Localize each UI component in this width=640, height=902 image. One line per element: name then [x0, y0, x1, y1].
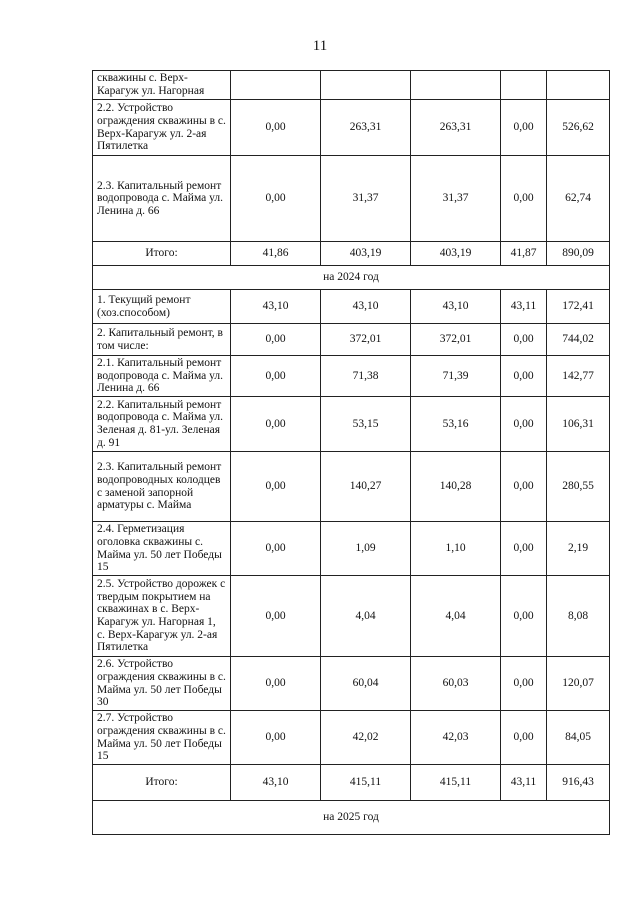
value-cell-1: 0,00 — [231, 657, 321, 711]
value-cell-1: 0,00 — [231, 522, 321, 576]
table-row — [93, 324, 610, 356]
item-name: 2.2. Устройство ограждения скважины в с. Верх-Карагуж ул. 2-ая Пятилетка — [93, 100, 231, 156]
page-number: 11 — [312, 38, 328, 54]
value-cell-5: 890,09 — [547, 242, 610, 266]
value-cell-5: 142,77 — [547, 356, 610, 397]
value-cell-4 — [501, 71, 547, 100]
value-cell-3: 372,01 — [411, 324, 501, 356]
value-cell-3: 31,37 — [411, 156, 501, 242]
value-cell-1: 0,00 — [231, 711, 321, 765]
table-row — [93, 452, 610, 522]
value-cell-1: 41,86 — [231, 242, 321, 266]
value-cell-4: 0,00 — [501, 356, 547, 397]
value-cell-4: 43,11 — [501, 765, 547, 801]
value-cell-4: 0,00 — [501, 397, 547, 452]
value-cell-5: 526,62 — [547, 100, 610, 156]
total-label: Итого: — [93, 242, 231, 266]
value-cell-4: 0,00 — [501, 657, 547, 711]
table-row — [93, 290, 610, 324]
total-label: Итого: — [93, 765, 231, 801]
table-row — [93, 522, 610, 576]
item-name: 2.4. Герметизация оголовка скважины с. Майма ул. 50 лет Победы 15 — [93, 522, 231, 576]
budget-table — [92, 70, 610, 835]
value-cell-1: 0,00 — [231, 576, 321, 657]
value-cell-5: 8,08 — [547, 576, 610, 657]
value-cell-1 — [231, 71, 321, 100]
value-cell-4: 43,11 — [501, 290, 547, 324]
value-cell-2: 140,27 — [321, 452, 411, 522]
year-section-row — [93, 801, 610, 835]
table-row — [93, 71, 610, 100]
item-name: 2.7. Устройство ограждения скважины в с. Майма ул. 50 лет Победы 15 — [93, 711, 231, 765]
value-cell-2: 415,11 — [321, 765, 411, 801]
value-cell-2: 53,15 — [321, 397, 411, 452]
value-cell-2: 4,04 — [321, 576, 411, 657]
total-row — [93, 242, 610, 266]
table-row — [93, 397, 610, 452]
value-cell-5: 84,05 — [547, 711, 610, 765]
value-cell-2: 372,01 — [321, 324, 411, 356]
value-cell-5: 172,41 — [547, 290, 610, 324]
item-name: 2.3. Капитальный ремонт водопровода с. Майма ул. Ленина д. 66 — [93, 156, 231, 242]
value-cell-1: 43,10 — [231, 765, 321, 801]
value-cell-3: 263,31 — [411, 100, 501, 156]
item-name: 1. Текущий ремонт (хоз.способом) — [93, 290, 231, 324]
table-row — [93, 156, 610, 242]
value-cell-2: 42,02 — [321, 711, 411, 765]
value-cell-3: 1,10 — [411, 522, 501, 576]
value-cell-5: 2,19 — [547, 522, 610, 576]
value-cell-2: 60,04 — [321, 657, 411, 711]
value-cell-4: 0,00 — [501, 100, 547, 156]
value-cell-5: 62,74 — [547, 156, 610, 242]
value-cell-4: 0,00 — [501, 576, 547, 657]
value-cell-2 — [321, 71, 411, 100]
item-name: 2.5. Устройство дорожек с твердым покрытием на скважинах в с. Верх-Карагуж ул. Нагорная 1, с. Верх-Карагуж ул. 2-ая Пятилетка — [93, 576, 231, 657]
item-name: 2.2. Капитальный ремонт водопровода с. Майма ул. Зеленая д. 81-ул. Зеленая д. 91 — [93, 397, 231, 452]
value-cell-3: 43,10 — [411, 290, 501, 324]
value-cell-5 — [547, 71, 610, 100]
value-cell-4: 41,87 — [501, 242, 547, 266]
value-cell-5: 744,02 — [547, 324, 610, 356]
value-cell-1: 0,00 — [231, 156, 321, 242]
table-row — [93, 356, 610, 397]
value-cell-5: 106,31 — [547, 397, 610, 452]
value-cell-4: 0,00 — [501, 452, 547, 522]
item-name: 2.1. Капитальный ремонт водопровода с. Майма ул. Ленина д. 66 — [93, 356, 231, 397]
item-name: 2. Капитальный ремонт, в том числе: — [93, 324, 231, 356]
item-name: скважины с. Верх-Карагуж ул. Нагорная — [93, 71, 231, 100]
value-cell-2: 31,37 — [321, 156, 411, 242]
year-section-row — [93, 266, 610, 290]
value-cell-3: 71,39 — [411, 356, 501, 397]
value-cell-3: 42,03 — [411, 711, 501, 765]
value-cell-2: 403,19 — [321, 242, 411, 266]
value-cell-3: 4,04 — [411, 576, 501, 657]
value-cell-3 — [411, 71, 501, 100]
value-cell-2: 263,31 — [321, 100, 411, 156]
total-row — [93, 765, 610, 801]
section-title: на 2024 год — [93, 266, 610, 290]
table-row — [93, 711, 610, 765]
item-name: 2.6. Устройство ограждения скважины в с. Майма ул. 50 лет Победы 30 — [93, 657, 231, 711]
item-name: 2.3. Капитальный ремонт водопроводных колодцев с заменой запорной арматуры с. Майма — [93, 452, 231, 522]
value-cell-1: 0,00 — [231, 100, 321, 156]
value-cell-4: 0,00 — [501, 711, 547, 765]
value-cell-5: 280,55 — [547, 452, 610, 522]
value-cell-3: 415,11 — [411, 765, 501, 801]
value-cell-3: 140,28 — [411, 452, 501, 522]
table-row — [93, 100, 610, 156]
value-cell-4: 0,00 — [501, 156, 547, 242]
value-cell-2: 43,10 — [321, 290, 411, 324]
value-cell-5: 120,07 — [547, 657, 610, 711]
value-cell-1: 0,00 — [231, 324, 321, 356]
value-cell-4: 0,00 — [501, 324, 547, 356]
value-cell-1: 0,00 — [231, 356, 321, 397]
value-cell-1: 0,00 — [231, 397, 321, 452]
value-cell-2: 71,38 — [321, 356, 411, 397]
table-row — [93, 657, 610, 711]
value-cell-5: 916,43 — [547, 765, 610, 801]
value-cell-1: 43,10 — [231, 290, 321, 324]
value-cell-3: 53,16 — [411, 397, 501, 452]
value-cell-3: 60,03 — [411, 657, 501, 711]
value-cell-3: 403,19 — [411, 242, 501, 266]
value-cell-1: 0,00 — [231, 452, 321, 522]
section-title: на 2025 год — [93, 801, 610, 835]
table-row — [93, 576, 610, 657]
value-cell-4: 0,00 — [501, 522, 547, 576]
value-cell-2: 1,09 — [321, 522, 411, 576]
